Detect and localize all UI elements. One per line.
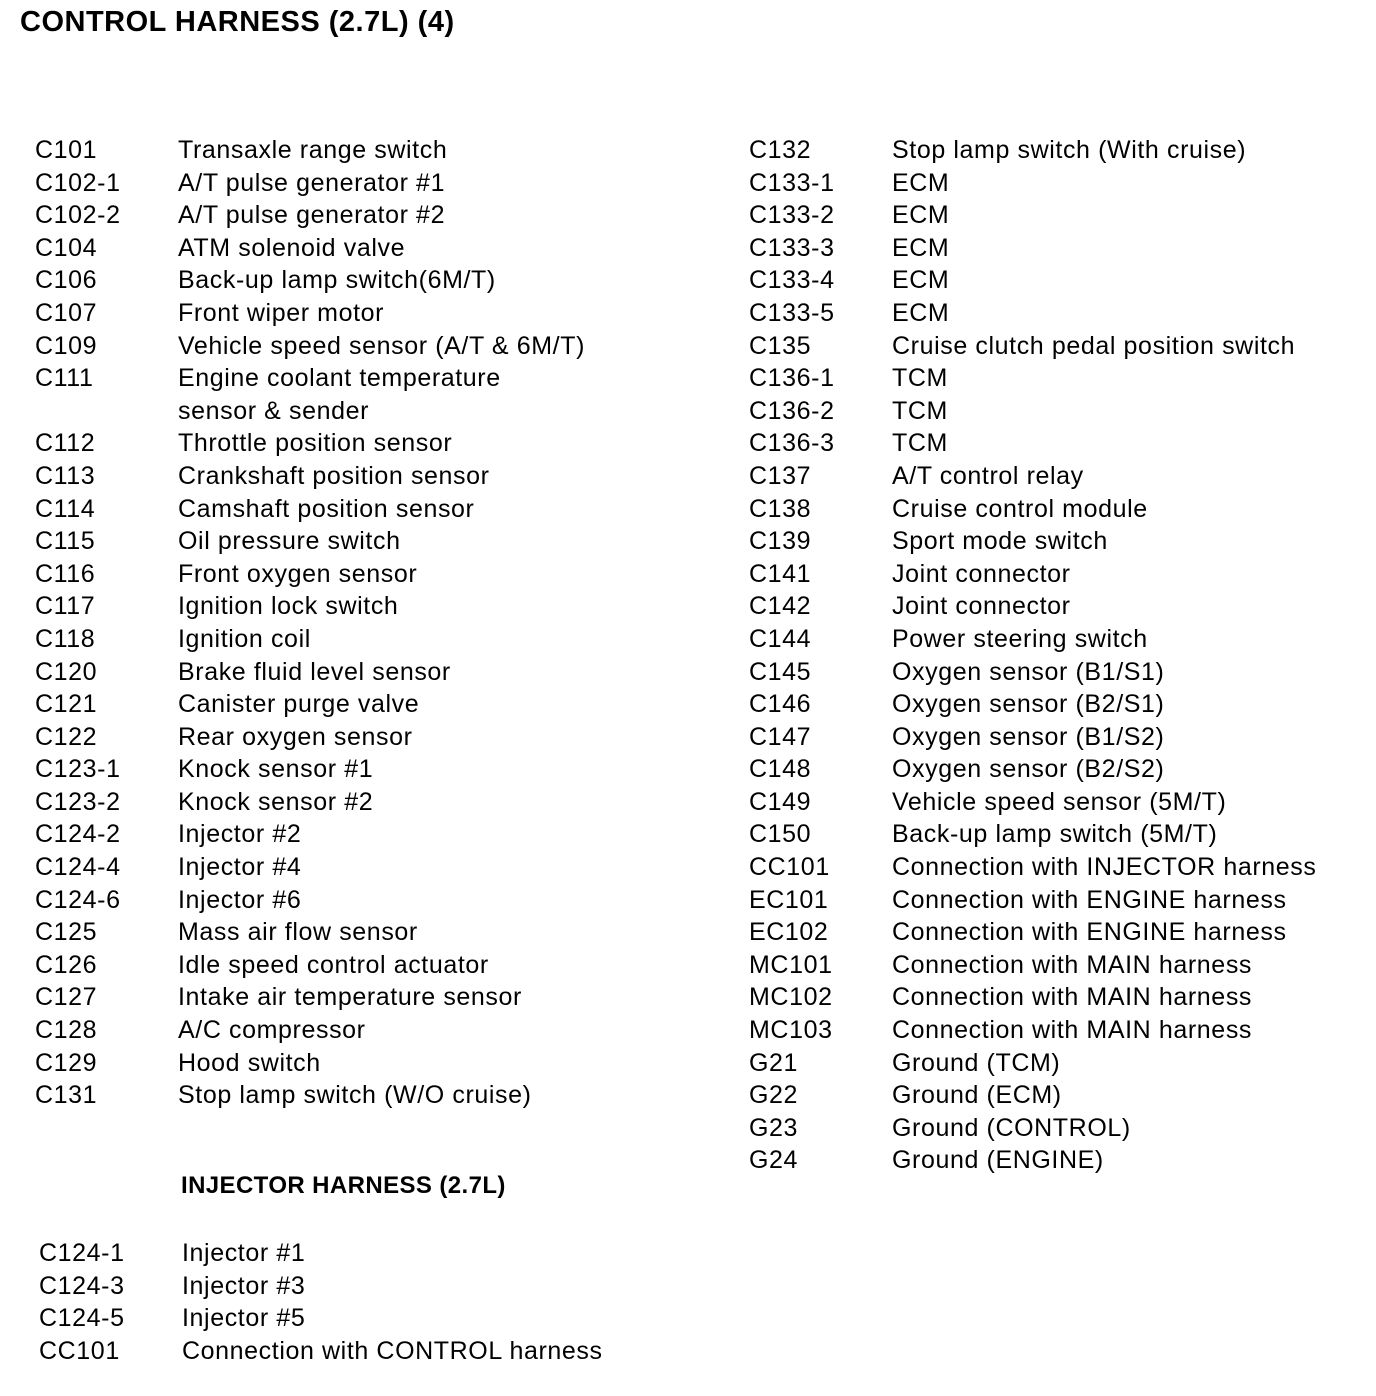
connector-row [35, 818, 585, 851]
connector-row [749, 656, 1316, 689]
connector-row [749, 1047, 1316, 1080]
connector-code: C133-4 [749, 266, 835, 295]
connector-description: Crankshaft position sensor [178, 461, 490, 490]
connector-row [35, 493, 585, 526]
connector-row [35, 949, 585, 982]
connector-code: C145 [749, 657, 812, 686]
connector-code: C107 [35, 298, 98, 327]
connector-row [39, 1270, 603, 1303]
connector-code: EC101 [749, 885, 829, 914]
connector-row [35, 623, 585, 656]
connector-description: ECM [892, 298, 950, 327]
connector-code: C149 [749, 787, 812, 816]
connector-code: C135 [749, 331, 812, 360]
connector-row [749, 949, 1316, 982]
connector-code: G21 [749, 1048, 799, 1077]
connector-row [749, 786, 1316, 819]
connector-row [749, 916, 1316, 949]
connector-description: Oxygen sensor (B1/S2) [892, 722, 1165, 751]
connector-row [749, 330, 1316, 363]
connector-description: Vehicle speed sensor (A/T & 6M/T) [178, 331, 586, 360]
connector-code: C141 [749, 559, 812, 588]
connector-code: C132 [749, 136, 812, 164]
connector-code: EC102 [749, 918, 829, 947]
connector-code: C124-4 [35, 853, 121, 882]
connector-code: C104 [35, 233, 98, 262]
connector-description: Oil pressure switch [178, 527, 401, 556]
connector-row [39, 1302, 603, 1335]
connector-description: Stop lamp switch (With cruise) [892, 136, 1247, 164]
connector-code: C127 [35, 983, 98, 1012]
connector-row [35, 525, 585, 558]
connector-description [178, 362, 538, 427]
connector-code: C117 [35, 592, 96, 621]
connector-description: Ground (TCM) [892, 1048, 1061, 1077]
connector-row [749, 623, 1316, 656]
right-connector-list [749, 134, 1316, 1177]
connector-code: C112 [35, 429, 96, 458]
connector-row [749, 688, 1316, 721]
connector-code: C146 [749, 690, 812, 719]
connector-code: C101 [35, 136, 98, 164]
connector-code: C142 [749, 592, 812, 621]
connector-code: C126 [35, 950, 98, 979]
connector-description: Ground (ENGINE) [892, 1146, 1104, 1175]
connector-description: Cruise clutch pedal position switch [892, 331, 1296, 360]
connector-description: Injector #3 [182, 1271, 306, 1300]
connector-code: G23 [749, 1113, 799, 1142]
connector-row [749, 493, 1316, 526]
connector-description: Oxygen sensor (B1/S1) [892, 657, 1165, 686]
connector-description: Cruise control module [892, 494, 1148, 523]
connector-description: Connection with MAIN harness [892, 983, 1253, 1012]
connector-row [749, 1144, 1316, 1177]
connector-description: Injector #1 [182, 1239, 306, 1267]
connector-row [749, 460, 1316, 493]
connector-code: CC101 [749, 853, 830, 882]
connector-description: Brake fluid level sensor [178, 657, 451, 686]
connector-code: C139 [749, 527, 812, 556]
connector-description: Hood switch [178, 1048, 321, 1077]
connector-description: Oxygen sensor (B2/S1) [892, 690, 1165, 719]
connector-code: MC103 [749, 1016, 833, 1045]
connector-description: ATM solenoid valve [178, 233, 406, 262]
connector-description: Connection with MAIN harness [892, 950, 1253, 979]
connector-code: C133-1 [749, 168, 835, 197]
connector-row [35, 297, 585, 330]
connector-description-line: sensor & sender [178, 396, 370, 425]
connector-description: Intake air temperature sensor [178, 983, 522, 1012]
connector-code: MC102 [749, 983, 833, 1012]
page-title: CONTROL HARNESS (2.7L) (4) [20, 6, 455, 38]
connector-row [35, 427, 585, 460]
left-connector-list [35, 134, 585, 1112]
connector-code: C122 [35, 722, 98, 751]
connector-code: C136-2 [749, 396, 835, 425]
connector-row [749, 753, 1316, 786]
connector-code: C120 [35, 657, 98, 686]
connector-code: C124-3 [39, 1271, 125, 1300]
connector-row [35, 590, 585, 623]
connector-row [749, 558, 1316, 591]
connector-description: TCM [892, 364, 948, 393]
connector-description: Idle speed control actuator [178, 950, 489, 979]
connector-row [35, 656, 585, 689]
connector-description: A/C compressor [178, 1016, 366, 1045]
connector-row [35, 1047, 585, 1080]
connector-row [35, 981, 585, 1014]
connector-row [35, 1079, 585, 1112]
connector-description: Back-up lamp switch(6M/T) [178, 266, 496, 295]
connector-row [35, 753, 585, 786]
connector-description: Back-up lamp switch (5M/T) [892, 820, 1218, 849]
connector-code: C102-1 [35, 168, 121, 197]
connector-row [35, 199, 585, 232]
connector-description: Knock sensor #1 [178, 755, 374, 784]
connector-code: C133-3 [749, 233, 835, 262]
connector-row [35, 1014, 585, 1047]
connector-code: C106 [35, 266, 98, 295]
connector-description-line: Engine coolant temperature [178, 364, 501, 393]
connector-description: Ignition lock switch [178, 592, 399, 621]
connector-description: Front wiper motor [178, 298, 385, 327]
connector-row [35, 362, 585, 427]
connector-code: C124-6 [35, 885, 121, 914]
connector-description: Injector #4 [178, 853, 302, 882]
connector-code: C116 [35, 559, 96, 588]
connector-description: Joint connector [892, 559, 1071, 588]
injector-connector-list [39, 1237, 603, 1367]
connector-row [749, 427, 1316, 460]
connector-row [35, 232, 585, 265]
connector-description: Front oxygen sensor [178, 559, 418, 588]
connector-code: CC101 [39, 1336, 120, 1365]
connector-row [749, 1079, 1316, 1112]
connector-code: C131 [35, 1081, 98, 1110]
connector-code: C133-5 [749, 298, 835, 327]
connector-description: Joint connector [892, 592, 1071, 621]
connector-description: Vehicle speed sensor (5M/T) [892, 787, 1227, 816]
connector-row [39, 1335, 603, 1368]
connector-row [749, 721, 1316, 754]
connector-code: C150 [749, 820, 812, 849]
connector-description: Injector #6 [178, 885, 302, 914]
connector-description: Transaxle range switch [178, 136, 448, 164]
connector-code: C123-2 [35, 787, 121, 816]
connector-row [749, 1112, 1316, 1145]
connector-description: ECM [892, 266, 950, 295]
connector-row [749, 199, 1316, 232]
connector-row [35, 558, 585, 591]
connector-row [35, 264, 585, 297]
connector-code: C111 [35, 364, 94, 393]
connector-code: C148 [749, 755, 812, 784]
connector-description: ECM [892, 168, 950, 197]
connector-row [749, 1014, 1316, 1047]
connector-description: A/T control relay [892, 461, 1084, 490]
connector-code: C109 [35, 331, 98, 360]
connector-description: Injector #5 [182, 1304, 306, 1333]
connector-code: G24 [749, 1146, 799, 1175]
connector-description: Rear oxygen sensor [178, 722, 413, 751]
connector-code: G22 [749, 1081, 799, 1110]
connector-row [749, 981, 1316, 1014]
connector-code: C124-2 [35, 820, 121, 849]
connector-row [749, 167, 1316, 200]
connector-code: C102-2 [35, 201, 121, 230]
connector-description: Stop lamp switch (W/O cruise) [178, 1081, 532, 1110]
connector-row [35, 134, 585, 167]
connector-description: TCM [892, 396, 948, 425]
connector-code: C123-1 [35, 755, 121, 784]
connector-code: C129 [35, 1048, 98, 1077]
connector-description: Connection with ENGINE harness [892, 885, 1287, 914]
connector-row [35, 916, 585, 949]
connector-code: C137 [749, 461, 812, 490]
connector-code: C138 [749, 494, 812, 523]
connector-row [749, 884, 1316, 917]
connector-code: MC101 [749, 950, 833, 979]
connector-row [35, 786, 585, 819]
connector-description: Connection with MAIN harness [892, 1016, 1253, 1045]
connector-description: Throttle position sensor [178, 429, 453, 458]
connector-description: ECM [892, 233, 950, 262]
connector-row [35, 721, 585, 754]
connector-description: Oxygen sensor (B2/S2) [892, 755, 1165, 784]
connector-code: C128 [35, 1016, 98, 1045]
connector-code: C136-3 [749, 429, 835, 458]
connector-description: A/T pulse generator #2 [178, 201, 446, 230]
connector-row [749, 362, 1316, 395]
connector-code: C124-1 [39, 1239, 125, 1267]
connector-code: C133-2 [749, 201, 835, 230]
connector-code: C144 [749, 624, 812, 653]
connector-row [39, 1237, 603, 1270]
connector-description: Ground (CONTROL) [892, 1113, 1131, 1142]
connector-row [35, 851, 585, 884]
connector-code: C121 [35, 690, 98, 719]
connector-code: C115 [35, 527, 96, 556]
connector-description: Ignition coil [178, 624, 311, 653]
connector-description: ECM [892, 201, 950, 230]
connector-description: Mass air flow sensor [178, 918, 418, 947]
connector-description: TCM [892, 429, 948, 458]
connector-description: Connection with INJECTOR harness [892, 853, 1317, 882]
connector-description: Knock sensor #2 [178, 787, 374, 816]
connector-code: C118 [35, 624, 96, 653]
connector-code: C113 [35, 461, 96, 490]
connector-row [35, 460, 585, 493]
connector-description: Connection with CONTROL harness [182, 1336, 603, 1365]
connector-code: C124-5 [39, 1304, 125, 1333]
connector-description: A/T pulse generator #1 [178, 168, 446, 197]
connector-row [749, 297, 1316, 330]
connector-description: Camshaft position sensor [178, 494, 475, 523]
connector-row [35, 688, 585, 721]
connector-code: C136-1 [749, 364, 835, 393]
connector-row [749, 818, 1316, 851]
connector-description: Canister purge valve [178, 690, 420, 719]
connector-description: Ground (ECM) [892, 1081, 1062, 1110]
connector-description: Injector #2 [178, 820, 302, 849]
connector-code: C125 [35, 918, 98, 947]
connector-row [749, 232, 1316, 265]
connector-code: C147 [749, 722, 812, 751]
connector-description: Power steering switch [892, 624, 1148, 653]
connector-row [749, 525, 1316, 558]
connector-row [35, 167, 585, 200]
connector-description: Sport mode switch [892, 527, 1108, 556]
connector-row [35, 884, 585, 917]
connector-description: Connection with ENGINE harness [892, 918, 1287, 947]
connector-row [35, 330, 585, 363]
connector-row [749, 264, 1316, 297]
connector-code: C114 [35, 494, 96, 523]
connector-row [749, 395, 1316, 428]
connector-row [749, 851, 1316, 884]
connector-row [749, 590, 1316, 623]
connector-row [749, 134, 1316, 167]
injector-harness-title: INJECTOR HARNESS (2.7L) [181, 1172, 506, 1199]
